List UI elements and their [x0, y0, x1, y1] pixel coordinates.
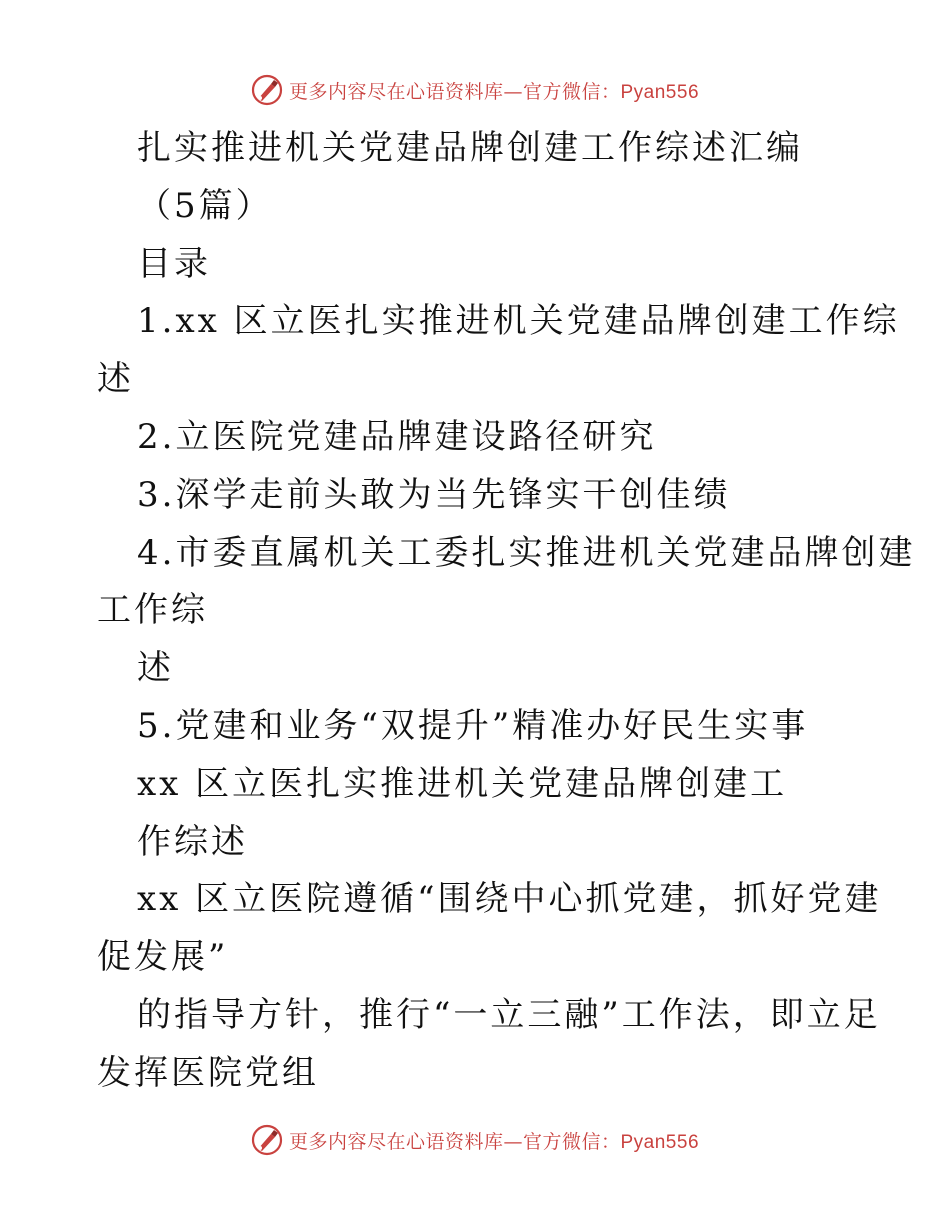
- watermark-header: [0, 70, 950, 110]
- text-line: 工作综: [97, 590, 208, 631]
- text-line: xx 区立医院遵循“围绕中心抓党建，抓好党建: [137, 879, 882, 920]
- text-line: 5.党建和业务“双提升”精准办好民生实事: [137, 705, 809, 746]
- watermark-footer: [0, 1120, 950, 1160]
- text-line: xx 区立医扎实推进机关党建品牌创建工: [137, 763, 788, 804]
- text-line: 1.xx 区立医扎实推进机关党建品牌创建工作综: [137, 301, 900, 342]
- text-line: 述: [137, 648, 174, 689]
- watermark-text: [289, 77, 699, 104]
- text-line: 述: [97, 359, 134, 400]
- text-line: 目录: [137, 243, 211, 284]
- text-line: 3.深学走前头敢为当先锋实干创佳绩: [137, 474, 731, 515]
- watermark-label: 更多内容尽在心语资料库—官方微信：: [288, 80, 621, 103]
- text-line: 扎实推进机关党建品牌创建工作综述汇编: [137, 128, 803, 168]
- text-line: 4.市委直属机关工委扎实推进机关党建品牌创建: [137, 532, 916, 573]
- text-line: 促发展”: [97, 937, 229, 978]
- text-line: 2.立医院党建品牌建设路径研究: [137, 416, 657, 457]
- text-line: （5篇）: [137, 185, 273, 226]
- text-line: 作综述: [137, 821, 248, 862]
- pen-logo-icon: [251, 1124, 283, 1156]
- watermark-label: 更多内容尽在心语资料库—官方微信：: [288, 1130, 621, 1153]
- document-body: [97, 120, 916, 1103]
- pen-logo-icon: [251, 74, 283, 106]
- text-line: 的指导方针，推行“一立三融”工作法，即立足: [137, 994, 881, 1035]
- watermark-text: [289, 1127, 699, 1154]
- watermark-handle: Pyan556: [620, 81, 700, 103]
- watermark-handle: Pyan556: [620, 1131, 700, 1153]
- text-line: 发挥医院党组: [97, 1052, 319, 1093]
